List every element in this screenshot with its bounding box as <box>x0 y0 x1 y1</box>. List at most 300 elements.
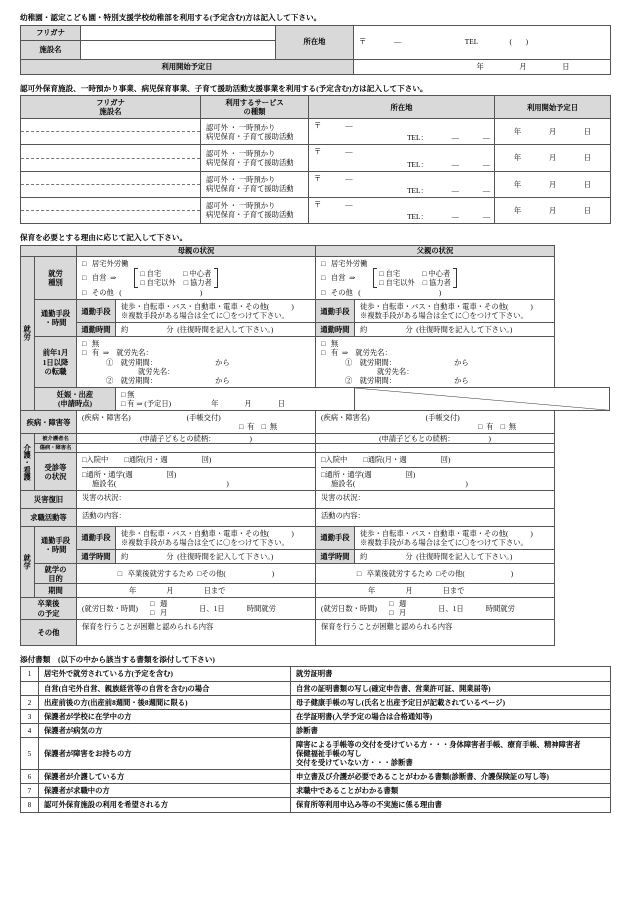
fun-label: 分 <box>166 325 174 335</box>
attachment-row-number: 8 <box>21 798 39 812</box>
label-shisetsumei: 施設名 <box>21 40 81 59</box>
table-row-cell-address[interactable] <box>309 197 495 223</box>
sublabel-father-tsukin-jikan: 通勤時間 <box>316 323 355 337</box>
bracket-right <box>453 268 457 288</box>
rowlabel-sonota: その他 <box>21 619 77 645</box>
label-tsuki: 月 <box>398 607 407 617</box>
attachment-row-document: 在学証明書(入学予定の場合は合格通知等) <box>291 709 611 723</box>
label-shuurou-kikan: 就労期間： <box>120 357 158 367</box>
table-row-cell-startdate[interactable] <box>495 197 611 223</box>
cell-mother-tenshoku[interactable] <box>77 337 316 388</box>
label-ari: 有 <box>127 399 135 409</box>
checkbox-kyouryokusha[interactable]: □ <box>422 277 428 287</box>
paren-open: ( <box>119 287 122 297</box>
tel-label: TEL： <box>407 133 428 143</box>
checkbox-sonota[interactable]: □ <box>321 287 326 297</box>
attachment-row-number <box>21 681 39 695</box>
year-label: 年 <box>368 586 376 596</box>
table-row <box>21 681 611 695</box>
label-sonota-text: 保育を行うことが困難と認められる内容 <box>82 621 214 631</box>
header-furigana-shisetsumei <box>21 96 201 119</box>
checkbox-jitaku[interactable]: □ <box>140 268 145 278</box>
table-row-cell-startdate[interactable] <box>495 119 611 145</box>
checkbox-shugaku-sonota[interactable]: □その他( <box>197 569 226 579</box>
cell-mother-shoubyou[interactable] <box>77 444 316 453</box>
rowlabel-sotsugyougo-yotei: 卒業後 の予定 <box>21 598 77 620</box>
table-row-cell-startdate[interactable] <box>495 145 611 171</box>
checkbox-sotsugyougo[interactable]: □ <box>356 569 362 579</box>
label-chuushinsha: 中心者 <box>189 268 212 278</box>
address-dash: ― <box>345 121 353 131</box>
fun-label: 分 <box>405 552 413 561</box>
attachment-row-number: 2 <box>21 695 39 709</box>
label-jitaku-igai: 自宅以外 <box>385 277 415 287</box>
day-made-label: 日まで <box>203 586 226 596</box>
checkbox-ari[interactable]: □ <box>121 399 126 409</box>
table-row <box>21 798 611 812</box>
label-zokugara: (申請子どもとの続柄： <box>140 434 216 444</box>
checkbox-shuu[interactable]: □ <box>388 599 394 609</box>
label-kai: 回) <box>201 455 212 465</box>
checkbox-jiei[interactable]: □ <box>82 273 87 283</box>
label-katsudou-naiyou: 活動の内容： <box>321 510 365 520</box>
label-zokugara: (申請子どもとの続柄： <box>379 434 455 444</box>
checkbox-kyotakugai[interactable]: □ <box>321 258 326 268</box>
table-row-cell-address[interactable] <box>309 171 495 197</box>
checkbox-shugaku-sonota[interactable]: □その他( <box>436 569 465 579</box>
checkbox-tsuusho[interactable]: □通所・通学(週 <box>82 469 133 479</box>
input-shisetsumei[interactable] <box>81 40 276 59</box>
tel-dash-1: ― <box>451 133 459 143</box>
label-techou: (手帳交付) <box>425 413 460 423</box>
year-label: 年 <box>513 127 522 137</box>
cell-mother-shugaku-mokuteki[interactable] <box>77 564 316 584</box>
cell-father-hikaigosha[interactable] <box>316 434 555 444</box>
label-zokugara-close: ) <box>488 434 491 444</box>
month-label: 月 <box>519 61 527 71</box>
tel-dash-2: ― <box>482 211 490 221</box>
attachment-row-number: 6 <box>21 770 39 784</box>
tsuugaku-note: ※複数手段がある場合は全てに〇をつけて下さい。 <box>360 537 528 547</box>
tsuugaku-options-close: ) <box>530 528 533 538</box>
service-line1: 認可外 ・ 一時預かり <box>206 201 276 211</box>
checkbox-sotsugyougo[interactable]: □ <box>117 569 123 579</box>
label-jitaku: 自宅 <box>146 268 162 278</box>
label-ari: 有 <box>247 422 255 432</box>
cell-mother-sotsugyougo-yotei[interactable] <box>77 598 316 620</box>
header-shisetsumei: 施設名 <box>99 107 122 117</box>
checkbox-ari[interactable]: □ <box>477 422 483 432</box>
rowlabel-shoubyou-shougaimei: 傷病・障害名 <box>35 444 77 453</box>
tel-dash-1: ― <box>451 185 459 195</box>
label-shuurousakimei: 就労先名： <box>116 348 153 358</box>
label-kyouryokusha: 協力者 <box>428 277 451 287</box>
table-row-cell-facility[interactable] <box>21 171 201 197</box>
cell-mother-kyuushoku[interactable] <box>77 508 316 526</box>
tel-dash-1: ― <box>451 159 459 169</box>
oufuku-note: (往復時間を記入して下さい。) <box>177 552 274 561</box>
table-row-cell-facility[interactable] <box>21 197 201 223</box>
cell-father-kyuushoku[interactable] <box>316 508 555 526</box>
checkbox-tsuusho[interactable]: □通所・通学(週 <box>321 469 372 479</box>
section3-note: 保育を必要とする理由に応じて記入して下さい。 <box>20 233 188 243</box>
label-chuushinsha: 中心者 <box>428 268 451 278</box>
label-kyouryokusha: 協力者 <box>189 277 212 287</box>
label-shuurousakimei: 就労先名： <box>138 366 175 376</box>
label-shuu: 週 <box>398 599 407 609</box>
checkbox-tsuki[interactable]: □ <box>388 607 394 617</box>
table-row-cell-service[interactable] <box>201 171 309 197</box>
tel-label: TEL： <box>407 185 428 195</box>
cell-father-shoubyou[interactable] <box>316 444 555 453</box>
label-shippei-name: (疾病・障害名) <box>321 413 370 423</box>
year-label: 年 <box>513 179 522 189</box>
attachment-row-document: 申立書及び介護が必要であることがわかる書類(診断書、介護保険証の写し等) <box>291 770 611 784</box>
cell-father-shugaku-mokuteki[interactable] <box>316 564 555 584</box>
label-ari: 有 <box>330 348 339 358</box>
attachment-row-reason: 保護者が求職中の方 <box>39 784 291 798</box>
label-jikan-shurou: 時間就労 <box>246 603 276 613</box>
year-label: 年 <box>129 586 137 596</box>
header-service-l2: の種類 <box>243 107 266 117</box>
label-kai2: 回) <box>166 469 177 479</box>
service-line2: 病児保育・子育て援助活動 <box>206 184 294 194</box>
day-made-label: 日まで <box>442 586 465 596</box>
table-row-cell-facility[interactable] <box>21 119 201 145</box>
label-sotsugyougo: 卒業後就労するため <box>127 569 194 579</box>
year-label: 年 <box>211 399 219 409</box>
label-shisetsumei: 施設名( <box>331 478 356 488</box>
cell-father-shurou-shubetsu[interactable] <box>316 256 555 299</box>
arrow-icon: ⇒ <box>110 273 117 283</box>
rowlabel-kikan: 期間 <box>35 584 77 598</box>
tsuugaku-note: ※複数手段がある場合は全てに〇をつけて下さい。 <box>121 537 289 547</box>
month-label: 月 <box>244 399 252 409</box>
rowlabel-shugaku-mokuteki: 就学の 目的 <box>35 564 77 584</box>
yaku-label: 約 <box>360 325 368 335</box>
attachment-row-reason: 居宅外で就労されている方(予定を含む) <box>39 667 291 681</box>
table-row-cell-service[interactable] <box>201 145 309 171</box>
label-saigai-joukyou: 災害の状況： <box>321 492 365 502</box>
checkbox-jiei[interactable]: □ <box>321 273 326 283</box>
attachment-row-number: 7 <box>21 784 39 798</box>
tel-dash-2: ― <box>482 133 490 143</box>
checkbox-kyouryokusha[interactable]: □ <box>183 277 189 287</box>
rowlabel-shurou-shubetsu: 就労 種別 <box>35 256 77 299</box>
kindergarten-table <box>20 25 611 75</box>
month-label: 月 <box>548 127 557 137</box>
section1-note: 幼稚園・認定こども園・特別支援学校幼稚部を利用する(予定含む)方は記入して下さい。 <box>20 13 322 22</box>
attachment-row-number: 4 <box>21 723 39 737</box>
rowlabel-tenshoku: 前年1月 1日以降 の転職 <box>35 337 77 388</box>
cell-mother-sonota[interactable] <box>77 619 316 645</box>
label-jitaku: 自宅 <box>385 268 401 278</box>
checkbox-ari[interactable]: □ <box>238 422 244 432</box>
tel-dash-2: ― <box>482 185 490 195</box>
month-label: 月 <box>405 586 413 596</box>
tsukin-note: ※複数手段がある場合は全てに〇をつけて下さい。 <box>360 311 528 321</box>
label-saigai-joukyou: 災害の状況： <box>82 492 126 502</box>
bracket-right <box>214 268 218 288</box>
checkbox-nyuuin[interactable]: □入院中 <box>82 455 109 465</box>
paren-open: ( <box>358 287 361 297</box>
label-jitaku-igai: 自宅以外 <box>146 277 176 287</box>
address-dash: ― <box>345 173 353 183</box>
label-katsudou-naiyou: 活動の内容： <box>82 510 126 520</box>
service-line2: 病児保育・子育て援助活動 <box>206 158 294 168</box>
table-row <box>21 784 611 798</box>
item-number-1: ① <box>106 357 114 367</box>
attachment-row-document: 診断書 <box>291 723 611 737</box>
tel-dash-2: ― <box>482 159 490 169</box>
cell-mother-shurou-shubetsu[interactable] <box>77 256 316 299</box>
rowlabel-jushin: 受診等 の状況 <box>35 453 77 490</box>
table-row <box>21 695 611 709</box>
cell-mother-tsukin-shudan[interactable] <box>116 300 316 323</box>
service-line1: 認可外 ・ 一時預かり <box>206 148 276 158</box>
label-shuurou-kikan: 就労期間： <box>120 375 158 385</box>
label-sonota: その他 <box>330 287 353 297</box>
sublabel-mother-tsuugaku-jikan: 通学時間 <box>77 550 116 564</box>
rowlabel-ninshin: 妊娠・出産 (申請時点) <box>35 387 116 410</box>
attachment-row-document: 就労証明書 <box>291 667 611 681</box>
table-row-cell-address[interactable] <box>309 145 495 171</box>
tel-label: TEL <box>464 37 478 47</box>
fun-label: 分 <box>166 552 174 561</box>
vlabel-shugaku: 就学 <box>21 526 35 597</box>
cell-father-tsuugaku-jikan[interactable] <box>355 550 555 564</box>
month-label: 月 <box>548 179 557 189</box>
table-row <box>21 737 611 769</box>
attachment-row-reason: 認可外保育施設の利用を希望される方 <box>39 798 291 812</box>
checkbox-nashi[interactable]: □ <box>82 339 87 349</box>
label-ari: 有 <box>91 348 100 358</box>
cell-father-tsukin-jikan[interactable] <box>355 323 555 337</box>
arrow-icon: ⇒ <box>136 399 143 409</box>
day-label: 日 <box>583 127 592 137</box>
checkbox-nashi[interactable]: □ <box>261 422 267 432</box>
service-line2: 病児保育・子育て援助活動 <box>206 131 294 141</box>
cell-father-shippei[interactable] <box>316 411 555 434</box>
label-kai2: 回) <box>405 469 416 479</box>
attachment-documents-table <box>20 666 611 812</box>
checkbox-jitaku-igai[interactable]: □ <box>140 277 145 287</box>
month-label: 月 <box>548 205 557 215</box>
unlicensed-facility-table <box>20 95 611 224</box>
checkbox-kyotakugai[interactable]: □ <box>82 258 87 268</box>
month-label: 月 <box>166 586 174 596</box>
oufuku-note: (往復時間を記入して下さい。) <box>177 325 274 335</box>
corner-blank <box>21 245 77 256</box>
table-row-cell-service[interactable] <box>201 119 309 145</box>
arrow-icon: ⇒ <box>102 348 109 358</box>
day-label: 日 <box>583 179 592 189</box>
checkbox-tsuuin[interactable]: □通院(月・週 <box>124 455 168 465</box>
attachment-row-reason: 保護者が介護している方 <box>39 770 291 784</box>
column-header-mother: 母親の状況 <box>77 245 316 256</box>
label-techou: (手帳交付) <box>186 413 221 423</box>
cell-father-saigai[interactable] <box>316 490 555 508</box>
table-row-cell-service[interactable] <box>201 197 309 223</box>
label-kara: から <box>215 357 230 367</box>
label-shippei-name: (疾病・障害名) <box>82 413 131 423</box>
service-line1: 認可外 ・ 一時預かり <box>206 175 276 185</box>
column-header-father: 父親の状況 <box>316 245 555 256</box>
cell-mother-tsuugaku-shudan[interactable] <box>116 526 316 549</box>
postal-mark-icon: 〒 <box>359 37 367 47</box>
tel-label: TEL： <box>407 159 428 169</box>
label-jikan-shurou: 時間就労 <box>485 603 515 613</box>
cell-mother-tsukin-jikan[interactable] <box>116 323 316 337</box>
checkbox-shuu[interactable]: □ <box>149 599 155 609</box>
table-row <box>21 770 611 784</box>
address-dash: ― <box>345 147 353 157</box>
tsuugaku-options: 徒歩・自転車・バス・自動車・電車・その他( <box>121 528 270 538</box>
checkbox-chuushinsha[interactable]: □ <box>183 268 188 278</box>
label-nichi-1nichi: 日、1日 <box>199 603 225 613</box>
label-shurou-nissuu: (就労日数・時間) <box>321 603 377 613</box>
tsukin-options-close: ) <box>530 302 533 312</box>
sublabel-mother-tsukin-jikan: 通勤時間 <box>77 323 116 337</box>
paren-close: ) <box>438 287 442 297</box>
label-kai: 回) <box>440 455 451 465</box>
tel-dash-1: ― <box>451 211 459 221</box>
label-kara: から <box>215 375 230 385</box>
table-row-cell-address[interactable] <box>309 119 495 145</box>
paren-close: ) <box>199 287 203 297</box>
checkbox-tsuuin[interactable]: □通院(月・週 <box>363 455 407 465</box>
checkbox-sonota[interactable]: □ <box>82 287 87 297</box>
rowlabel-tsuugaku: 通勤手段 ・時間 <box>35 526 77 563</box>
checkbox-ari[interactable]: □ <box>82 348 87 358</box>
label-kyotakugai: 居宅外労働 <box>91 258 129 268</box>
tel-paren-close: ) <box>525 37 529 47</box>
cell-father-tsuugaku-shudan[interactable] <box>355 526 555 549</box>
label-nashi: 無 <box>91 339 100 349</box>
tsuugaku-options: 徒歩・自転車・バス・自動車・電車・その他( <box>360 528 509 538</box>
fun-label: 分 <box>405 325 413 335</box>
service-line2: 病児保育・子育て援助活動 <box>206 210 294 220</box>
rowlabel-kyuushoku: 求職活動等 <box>21 508 77 526</box>
cell-mother-jushin[interactable] <box>77 453 316 490</box>
day-label: 日 <box>562 61 570 71</box>
year-label: 年 <box>513 205 522 215</box>
address-dash: ― <box>345 199 353 209</box>
input-furigana[interactable] <box>81 25 276 40</box>
label-jiei: 自営 <box>91 273 107 283</box>
paren-close: ) <box>510 569 514 579</box>
rowlabel-saigai: 災害復旧 <box>21 490 77 508</box>
header-shozaichi: 所在地 <box>309 96 495 119</box>
postal-mark-icon: 〒 <box>314 173 322 183</box>
label-jiei: 自営 <box>330 273 346 283</box>
label-nashi: 無 <box>269 422 278 432</box>
tel-label: TEL： <box>407 211 428 221</box>
rowlabel-hikaigosha: 被介護者名 <box>35 434 77 444</box>
label-zokugara-close: ) <box>249 434 252 444</box>
checkbox-nashi[interactable]: □ <box>121 389 126 399</box>
label-kyotakugai: 居宅外労働 <box>330 258 368 268</box>
checkbox-nyuuin[interactable]: □入院中 <box>321 455 348 465</box>
attachment-row-document: 障害による手帳等の交付を受けている方・・・身体障害者手帳、療育手帳、精神障害者 保健福祉手帳の写し 交付を受けていない方・・・診断書 <box>291 737 611 769</box>
oufuku-note: (往復時間を記入して下さい。) <box>416 552 513 561</box>
cell-father-jushin[interactable] <box>316 453 555 490</box>
postal-mark-icon: 〒 <box>314 121 322 131</box>
cell-mother-saigai[interactable] <box>77 490 316 508</box>
table-row <box>21 709 611 723</box>
label-kara: から <box>454 375 469 385</box>
tsukin-note: ※複数手段がある場合は全てに〇をつけて下さい。 <box>121 311 289 321</box>
vlabel-shurou: 就労 <box>21 256 35 411</box>
label-nashi: 無 <box>508 422 517 432</box>
cell-father-tsukin-shudan[interactable] <box>355 300 555 323</box>
checkbox-jitaku[interactable]: □ <box>379 268 384 278</box>
label-shuurou-kikan: 就労期間： <box>359 375 397 385</box>
attachment-row-document: 求職中であることがわかる書類 <box>291 784 611 798</box>
yaku-label: 約 <box>360 552 368 561</box>
input-shozaichi[interactable] <box>354 25 611 59</box>
table-row-cell-facility[interactable] <box>21 145 201 171</box>
label-shuu: 週 <box>159 599 168 609</box>
cell-mother-ninshin[interactable] <box>116 387 355 410</box>
label-tsuki: 月 <box>159 607 168 617</box>
label-riyou-kaishi: 利用開始予定日 <box>21 59 354 74</box>
table-row <box>21 723 611 737</box>
cell-father-kikan[interactable] <box>316 584 555 598</box>
attachment-row-reason: 出産前後の方(出産前8週間・後8週間に限る) <box>39 695 291 709</box>
table-row <box>21 667 611 681</box>
postal-mark-icon: 〒 <box>314 147 322 157</box>
label-nashi: 無 <box>127 389 135 399</box>
checkbox-tsuki[interactable]: □ <box>149 607 155 617</box>
checkbox-ari[interactable]: □ <box>321 348 326 358</box>
tsukin-options-close: ) <box>291 302 294 312</box>
label-sonota: その他 <box>91 287 114 297</box>
cell-father-ninshin-na <box>355 387 610 410</box>
label-shuurou-kikan: 就労期間： <box>359 357 397 367</box>
label-shisetsumei-close: ) <box>465 478 468 488</box>
checkbox-jitaku-igai[interactable]: □ <box>379 277 384 287</box>
cell-father-tenshoku[interactable] <box>316 337 555 388</box>
label-nichi-1nichi: 日、1日 <box>438 603 464 613</box>
sublabel-father-tsukin-shudan: 通勤手段 <box>316 300 355 323</box>
checkbox-chuushinsha[interactable]: □ <box>422 268 427 278</box>
cell-father-sonota[interactable] <box>316 619 555 645</box>
cell-mother-hikaigosha[interactable] <box>77 434 316 444</box>
header-furigana: フリガナ <box>96 98 125 107</box>
table-row-cell-startdate[interactable] <box>495 171 611 197</box>
checkbox-nashi[interactable]: □ <box>500 422 506 432</box>
day-label: 日 <box>583 205 592 215</box>
oufuku-note: (往復時間を記入して下さい。) <box>416 325 513 335</box>
attachment-row-document: 自営の証明書類の写し(確定申告書、営業許可証、開業届等) <box>291 681 611 695</box>
cell-mother-tsuugaku-jikan[interactable] <box>116 550 316 564</box>
sublabel-father-tsuugaku-jikan: 通学時間 <box>316 550 355 564</box>
label-shisetsumei: 施設名( <box>92 478 117 488</box>
cell-father-sotsugyougo-yotei[interactable] <box>316 598 555 620</box>
checkbox-nashi[interactable]: □ <box>321 339 326 349</box>
sublabel-mother-tsukin-shudan: 通勤手段 <box>77 300 116 323</box>
label-shozaichi: 所在地 <box>276 25 354 59</box>
yaku-label: 約 <box>121 325 129 335</box>
input-riyou-kaishi[interactable] <box>354 59 611 74</box>
service-line1: 認可外 ・ 一時預かり <box>206 122 276 132</box>
cell-mother-shippei[interactable] <box>77 411 316 434</box>
arrow-icon: ⇒ <box>341 348 348 358</box>
cell-mother-kikan[interactable] <box>77 584 316 598</box>
item-number-2: ② <box>345 375 353 385</box>
attachment-row-reason: 保護者が病気の方 <box>39 723 291 737</box>
